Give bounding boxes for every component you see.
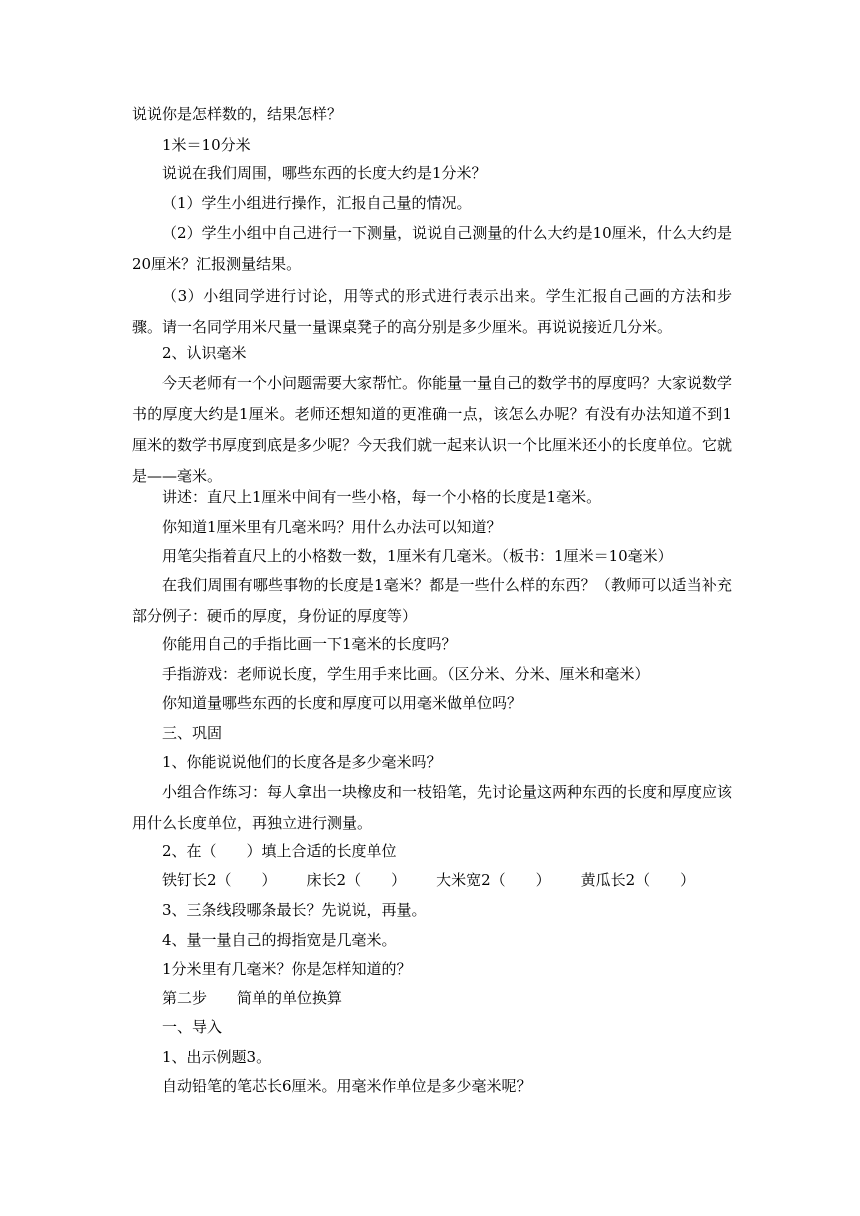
fill-item: 铁钉长2（ ） [162, 871, 277, 889]
paragraph: 今天老师有一个小问题需要大家帮忙。你能量一量自己的数学书的厚度吗？大家说数学书的厚度大约是1厘米。老师还想知道的更准确一点，该怎么办呢？有没有办法知道不到1厘米的数学书厚度到底是多少呢？今天我们就一起来认识一个比厘米还小的长度单位。它就是——毫米。 [132, 374, 733, 485]
paragraph: 你知道量哪些东西的长度和厚度可以用毫米做单位吗？ [162, 694, 523, 712]
section-heading: 第二步 简单的单位换算 [162, 989, 343, 1007]
fill-item: 大米宽2（ ） [436, 871, 551, 889]
paragraph: （1）学生小组进行操作，汇报自己量的情况。 [162, 194, 472, 212]
paragraph: （2）学生小组中自己进行一下测量，说说自己测量的什么大约是10厘米，什么大约是20厘米？汇报测量结果。 [132, 224, 732, 273]
paragraph: 2、在（ ）填上合适的长度单位 [162, 842, 397, 860]
paragraph: 用笔尖指着直尺上的小格数一数，1厘米有几毫米。（板书：1厘米＝10毫米） [162, 547, 673, 565]
paragraph: 你知道1厘米里有几毫米吗？用什么办法可以知道？ [162, 518, 502, 536]
paragraph: 手指游戏：老师说长度，学生用手来比画。（区分米、分米、厘米和毫米） [162, 665, 650, 683]
paragraph: 1、你能说说他们的长度各是多少毫米吗？ [162, 753, 442, 771]
section-heading: 一、导入 [162, 1018, 223, 1036]
paragraph: 1米＝10分米 [162, 136, 251, 154]
paragraph: 你能用自己的手指比画一下1毫米的长度吗？ [162, 635, 457, 653]
paragraph: 1、出示例题3。 [162, 1048, 272, 1066]
paragraph: 3、三条线段哪条最长？先说说，再量。 [162, 901, 427, 919]
fill-in-row [132, 865, 732, 896]
paragraph: 讲述：直尺上1厘米中间有一些小格，每一个小格的长度是1毫米。 [162, 488, 602, 506]
fill-item: 黄瓜长2（ ） [580, 871, 696, 889]
paragraph: （3）小组同学进行讨论，用等式的形式进行表示出来。学生汇报自己画的方法和步骤。请一名同学用米尺量一量课桌凳子的高分别是多少厘米。再说说接近几分米。 [132, 287, 732, 336]
paragraph: 4、量一量自己的拇指宽是几毫米。 [162, 931, 397, 949]
paragraph: 小组合作练习：每人拿出一块橡皮和一枝铅笔，先讨论量这两种东西的长度和厚度应该用什么长度单位，再独立进行测量。 [132, 783, 733, 832]
paragraph: 说说在我们周围，哪些东西的长度大约是1分米？ [162, 164, 487, 182]
paragraph: 在我们周围有哪些事物的长度是1毫米？都是一些什么样的东西？（教师可以适当补充部分例子：硬币的厚度，身份证的厚度等） [132, 576, 732, 625]
section-heading: 2、认识毫米 [162, 344, 247, 362]
fill-item: 床长2（ ） [306, 871, 407, 889]
paragraph: 1分米里有几毫米？你是怎样知道的？ [162, 960, 412, 978]
section-heading: 三、巩固 [162, 724, 223, 742]
paragraph: 自动铅笔的笔芯长6厘米。用毫米作单位是多少毫米呢？ [162, 1077, 532, 1095]
paragraph: 说说你是怎样数的，结果怎样？ [132, 105, 343, 123]
